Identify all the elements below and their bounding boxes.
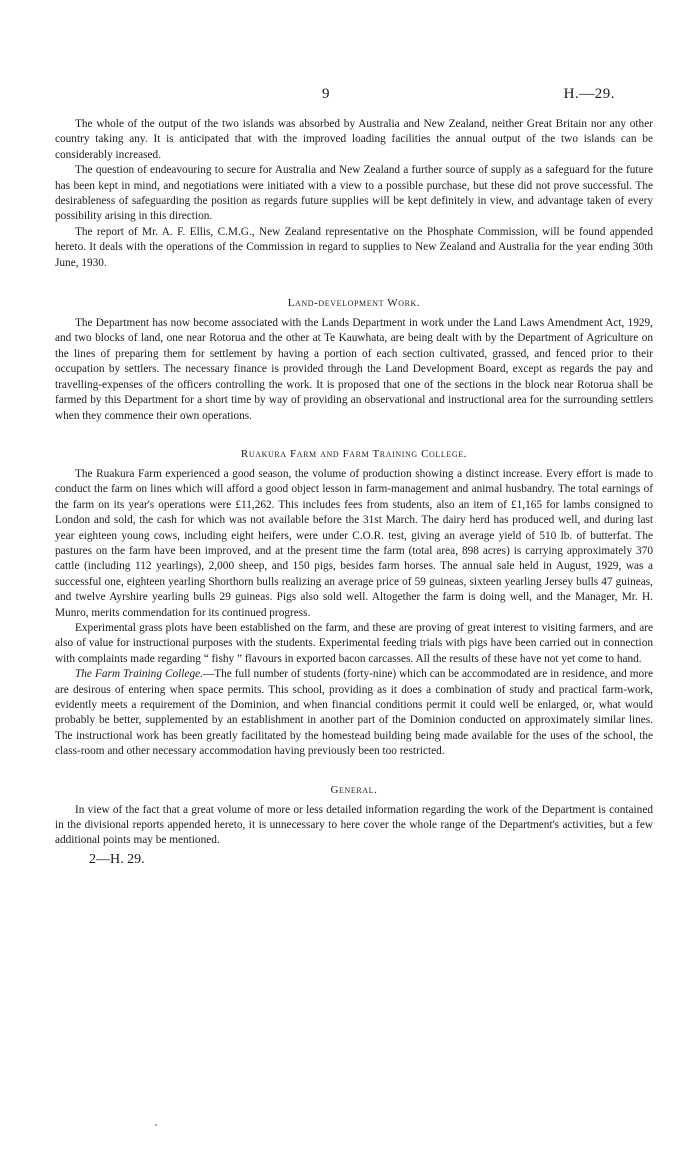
ruakura-paragraph: The Ruakura Farm experienced a good season, the volume of production showing a distinct increase. Every effort is made to conduct the farm on lines which will afford a good object lesson in farm-management and animal husbandry. The total earnings of the farm on its year's operations were £11,262. This includes fees from students, also an item of £1,165 for lambs consigned to London and sold, the cash for which was not available before the 31st March. The dairy herd has produced well, and during last year eighteen young cows, including eight heifers, were under C.O.R. test, giving an average yield of 510 lb. of butterfat. The pastures on the farm have been improved, and at the present time the farm (total area, 898 acres) is carrying approximately 370 cattle (including 112 yearlings), 2,000 sheep, and 150 pigs, besides farm horses. The annual sale held in August, 1929, was a successful one, eighteen yearling Shorthorn bulls realizing an average price of 59 guineas, sixteen yearling Jersey bulls 47 guineas, and twelve Ayrshire yearling bulls 29 guineas. Pigs also sold well. Altogether the farm is doing well, and the Manager, Mr. H. Munro, merits commendation for its continued progress. [55, 467, 653, 619]
page-number: 9 [322, 86, 330, 102]
ruakura-paragraph: Experimental grass plots have been established on the farm, and these are proving of great interest to visiting farmers, and are also of value for instructional purposes with the students. Experimental feeding trials with pigs have been carried out in connection with complaints made regarding “ fishy ” flavours in exported bacon carcasses. All the results of these have not yet come to hand. [55, 621, 653, 665]
section-heading-land-development: Land-development Work. [287, 297, 421, 310]
section-heading-ruakura-farm: Ruakura Farm and Farm Training College. [240, 447, 468, 460]
land-development-paragraph: The Department has now become associated with the Lands Department in work under the Land Laws Amendment Act, 1929, and two blocks of land, one near Rotorua and the other at Te Kauwhata, are being dealt with by the Department of Agriculture on the lines of preparing them for settlement by having a portion of each section cultivated, grassed, and fenced prior to their occupation by settlers. The necessary finance is provided through the Land Development Board, except as regards the pay and travelling-expenses of the officers controlling the work. It is proposed that one of the sections in the block near Rotorua shall be farmed by this Department for a short time by way of providing an observational and instructional area for the surrounding settlers when they commence their own operations. [55, 317, 653, 422]
printer-signature-reference: 2—H. 29. [89, 851, 145, 867]
section-heading-general: General. [330, 783, 378, 796]
intro-paragraph: The report of Mr. A. F. Ellis, C.M.G., New Zealand representative on the Phosphate Commission, will be found appended hereto. It deals with the operations of the Commission in regard to supplies to New Zealand and Australia for the year ending 30th June, 1930. [55, 225, 653, 269]
farm-training-college-lead: The Farm Training College. [75, 668, 203, 681]
document-reference: H.—29. [563, 86, 615, 102]
intro-paragraph: The question of endeavouring to secure for Australia and New Zealand a further source of supply as a safeguard for the future has been kept in mind, and negotiations were initiated with a view to a possible purchase, but these did not prove successful. The desirableness of safeguarding the position as regards future supplies will be kept definitely in view, and advantage taken of every possibility arising in this direction. [55, 164, 653, 223]
scan-speck [155, 1124, 157, 1126]
farm-training-college-paragraph [55, 667, 653, 759]
general-paragraph: In view of the fact that a great volume of more or less detailed information regarding the work of the Department is contained in the divisional reports appended hereto, it is unnecessary to here cover the whole range of the Department's activities, but a few additional points may be mentioned. [55, 803, 653, 847]
intro-paragraph: The whole of the output of the two islands was absorbed by Australia and New Zealand, neither Great Britain nor any other country taking any. It is anticipated that with the improved loading facilities the annual output of the two islands can be considerably increased. [55, 118, 653, 161]
page-header [0, 86, 700, 106]
document-body [55, 117, 653, 868]
farm-training-college-text: —The full number of students (forty-nine) which can be accommodated are in residence, and more are desirous of entering when space permits. This school, providing as it does a combination of study and practical farm-work, evidently meets a requirement of the Dominion, and when financial conditions permit it could well be enlarged, or, what would probably be better, supplemented by an establishment in another part of the Dominion conducted on approximately similar lines. The instructional work has been greatly facilitated by the homestead building being made available for the uses of the school, the class-room and other necessary accommodation having previously been too restricted. [55, 668, 653, 758]
